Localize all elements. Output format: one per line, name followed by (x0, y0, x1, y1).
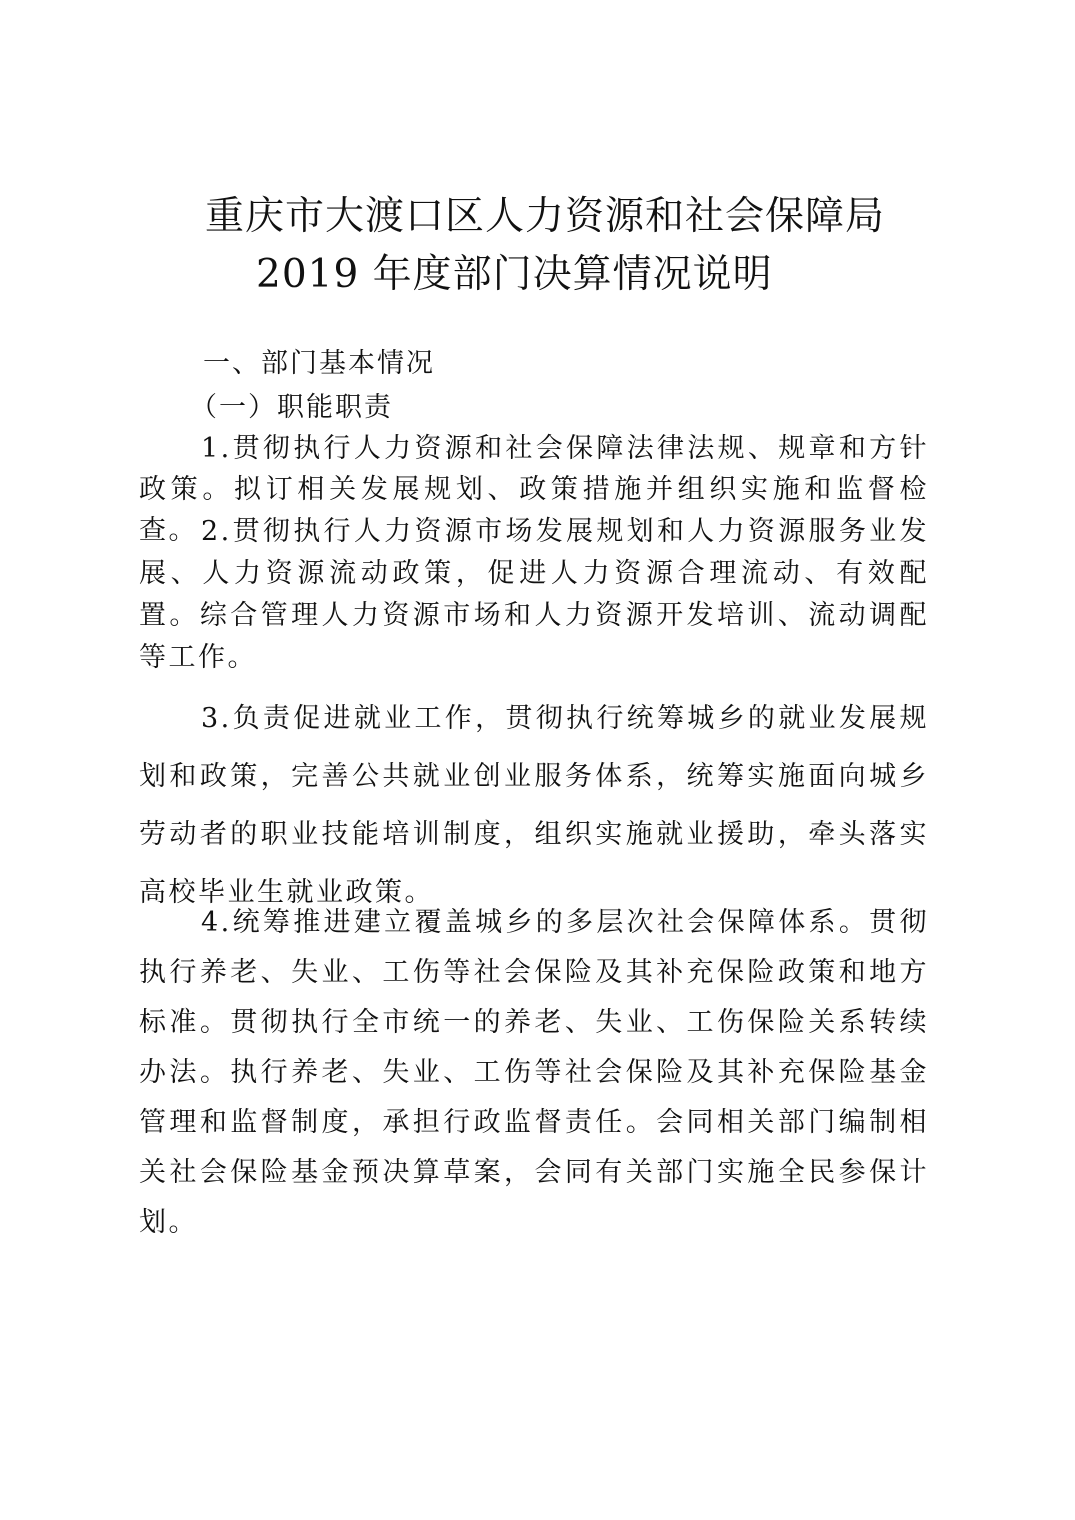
paragraph-duty-1: 1.贯彻执行人力资源和社会保障法律法规、规章和方针政策。拟订相关发展规划、政策措施并组织实施和监督检查。 (139, 433, 929, 546)
subsection-heading: （一）职能职责 (190, 392, 393, 423)
paragraph-duty-2: 2.贯彻执行人力资源市场发展规划和人力资源服务业发展、人力资源流动政策，促进人力资源合理流动、有效配置。综合管理人力资源市场和人力资源开发培训、流动调配等工作。 (139, 516, 929, 673)
document-title-line-1: 重庆市大渡口区人力资源和社会保障局 (205, 194, 886, 239)
paragraph-duty-4: 4.统筹推进建立覆盖城乡的多层次社会保障体系。贯彻执行养老、失业、工伤等社会保险及其补充保险政策和地方标准。贯彻执行全市统一的养老、失业、工伤保险关系转续办法。执行养老、失业、工伤等社会保险及其补充保险基金管理和监督制度，承担行政监督责任。会同相关部门编制相关社会保险基金预决算草案，会同有关部门实施全民参保计划。 (139, 907, 929, 1238)
section-heading: 一、部门基本情况 (203, 348, 435, 379)
document-title-line-2: 2019 年度部门决算情况说明 (256, 252, 773, 297)
paragraph-duty-3: 3.负责促进就业工作，贯彻执行统筹城乡的就业发展规划和政策，完善公共就业创业服务体系，统筹实施面向城乡劳动者的职业技能培训制度，组织实施就业援助，牵头落实高校毕业生就业政策。 (139, 703, 929, 908)
